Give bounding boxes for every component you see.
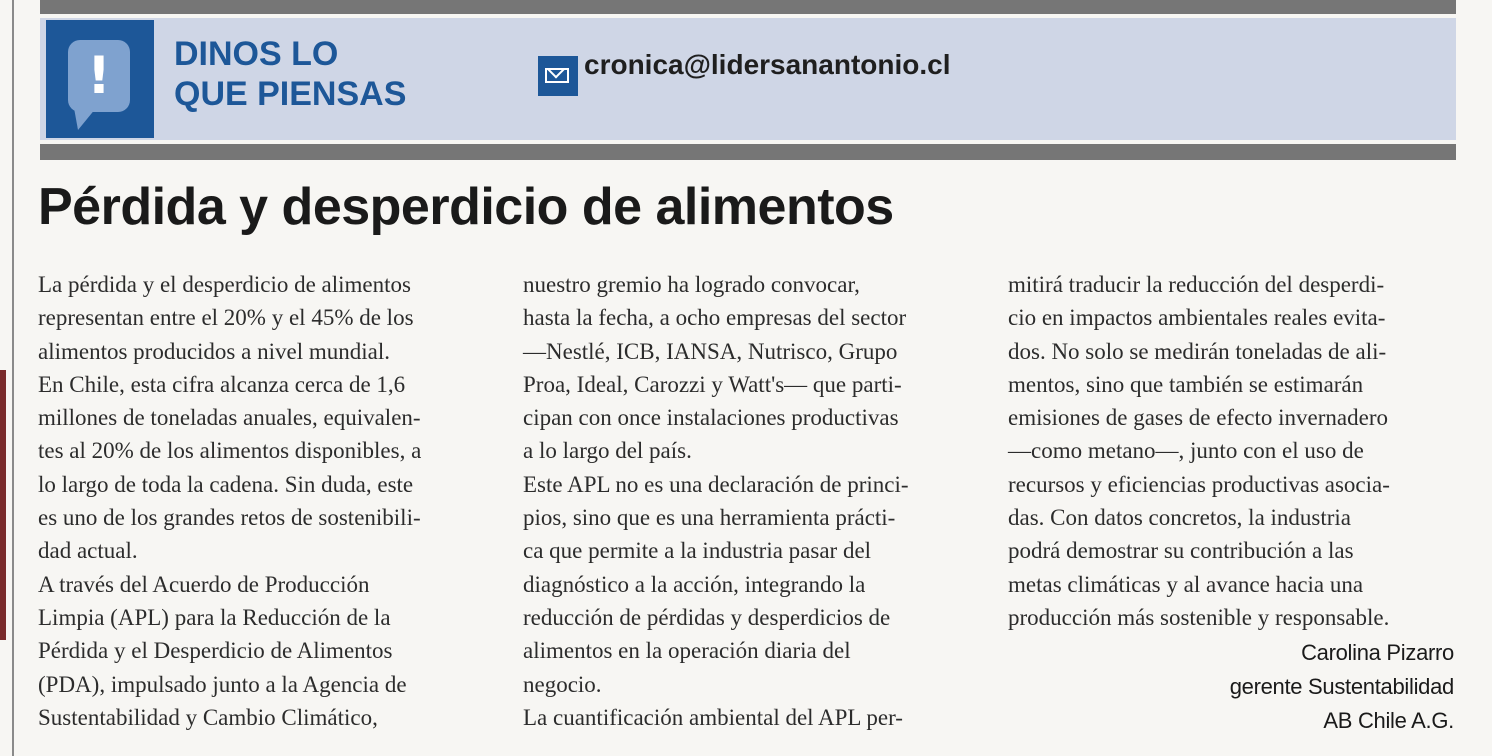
- text-line: La cuantificación ambiental del APL per-: [523, 704, 903, 730]
- banner-title: [174, 34, 406, 114]
- text-line: dad actual.: [38, 538, 138, 564]
- text-line: producción más sostenible y responsable.: [1008, 604, 1390, 630]
- article-column-1: [38, 268, 498, 734]
- text-line: ca que permite a la industria pasar del: [523, 538, 872, 564]
- text-line: alimentos producidos a nivel mundial.: [38, 338, 390, 364]
- text-line: hasta la fecha, a ocho empresas del sector: [523, 305, 907, 331]
- page-edge-mark: [0, 370, 6, 640]
- text-line: —como metano—, junto con el uso de: [1008, 438, 1364, 464]
- text-line: das. Con datos concretos, la industria: [1008, 505, 1352, 531]
- signature-org: AB Chile A.G.: [1323, 708, 1454, 733]
- text-line: pios, sino que es una herramienta prácti-: [523, 505, 896, 531]
- text-line: diagnóstico a la acción, integrando la: [523, 571, 866, 597]
- exclamation-bubble-icon: !: [68, 40, 130, 112]
- signature-role: gerente Sustentabilidad: [1229, 674, 1454, 699]
- text-line: cipan con once instalaciones productivas: [523, 405, 899, 431]
- text-line: cio en impactos ambientales reales evita-: [1008, 305, 1386, 331]
- text-line: Sustentabilidad y Cambio Climático,: [38, 704, 378, 730]
- text-line: podrá demostrar su contribución a las: [1008, 538, 1354, 564]
- text-line: es uno de los grandes retos de sostenibili-: [38, 505, 421, 531]
- article-headline: Pérdida y desperdicio de alimentos: [38, 178, 894, 236]
- email-address[interactable]: cronica@lidersanantonio.cl: [584, 49, 951, 80]
- text-line: Este APL no es una declaración de princi-: [523, 471, 909, 497]
- text-line: A través del Acuerdo de Producción: [38, 571, 370, 597]
- text-line: Pérdida y el Desperdicio de Alimentos: [38, 638, 393, 664]
- signature-name: Carolina Pizarro: [1301, 640, 1454, 665]
- banner-title-line2: QUE PIENSAS: [174, 75, 407, 113]
- text-line: representan entre el 20% y el 45% de los: [38, 305, 414, 331]
- opinion-banner: [40, 18, 1456, 140]
- text-line: negocio.: [523, 671, 602, 697]
- page-edge-line: [12, 0, 14, 756]
- email-contact[interactable]: [538, 48, 951, 98]
- banner-icon-box: [46, 20, 154, 138]
- text-line: emisiones de gases de efecto invernadero: [1008, 405, 1388, 431]
- top-rule: [40, 0, 1456, 14]
- bubble-tail: [74, 108, 96, 130]
- text-line: alimentos en la operación diaria del: [523, 638, 851, 664]
- text-line: mitirá traducir la reducción del desperdi-: [1008, 272, 1385, 297]
- text-line: recursos y eficiencias productivas asocia-: [1008, 471, 1390, 497]
- signature: [1230, 636, 1454, 738]
- mid-rule: [40, 144, 1456, 160]
- text-line: mentos, sino que también se estimarán: [1008, 371, 1364, 397]
- article-column-3: [1008, 268, 1468, 634]
- text-line: lo largo de toda la cadena. Sin duda, este: [38, 471, 414, 497]
- text-line: nuestro gremio ha logrado convocar,: [523, 272, 860, 297]
- article-column-2: [523, 268, 983, 734]
- text-line: reducción de pérdidas y desperdicios de: [523, 604, 891, 630]
- text-line: (PDA), impulsado junto a la Agencia de: [38, 671, 407, 697]
- text-line: Proa, Ideal, Carozzi y Watt's— que parti-: [523, 371, 902, 397]
- text-line: La pérdida y el desperdicio de alimentos: [38, 272, 411, 297]
- banner-title-line1: DINOS LO: [174, 35, 339, 73]
- mail-icon: [538, 56, 578, 96]
- text-line: a lo largo del país.: [523, 438, 692, 464]
- text-line: —Nestlé, ICB, IANSA, Nutrisco, Grupo: [523, 338, 898, 364]
- text-line: dos. No solo se medirán toneladas de ali-: [1008, 338, 1387, 364]
- text-line: metas climáticas y al avance hacia una: [1008, 571, 1364, 597]
- text-line: Limpia (APL) para la Reducción de la: [38, 604, 391, 630]
- text-line: En Chile, esta cifra alcanza cerca de 1,6: [38, 371, 406, 397]
- text-line: millones de toneladas anuales, equivalen-: [38, 405, 421, 431]
- text-line: tes al 20% de los alimentos disponibles, a: [38, 438, 422, 464]
